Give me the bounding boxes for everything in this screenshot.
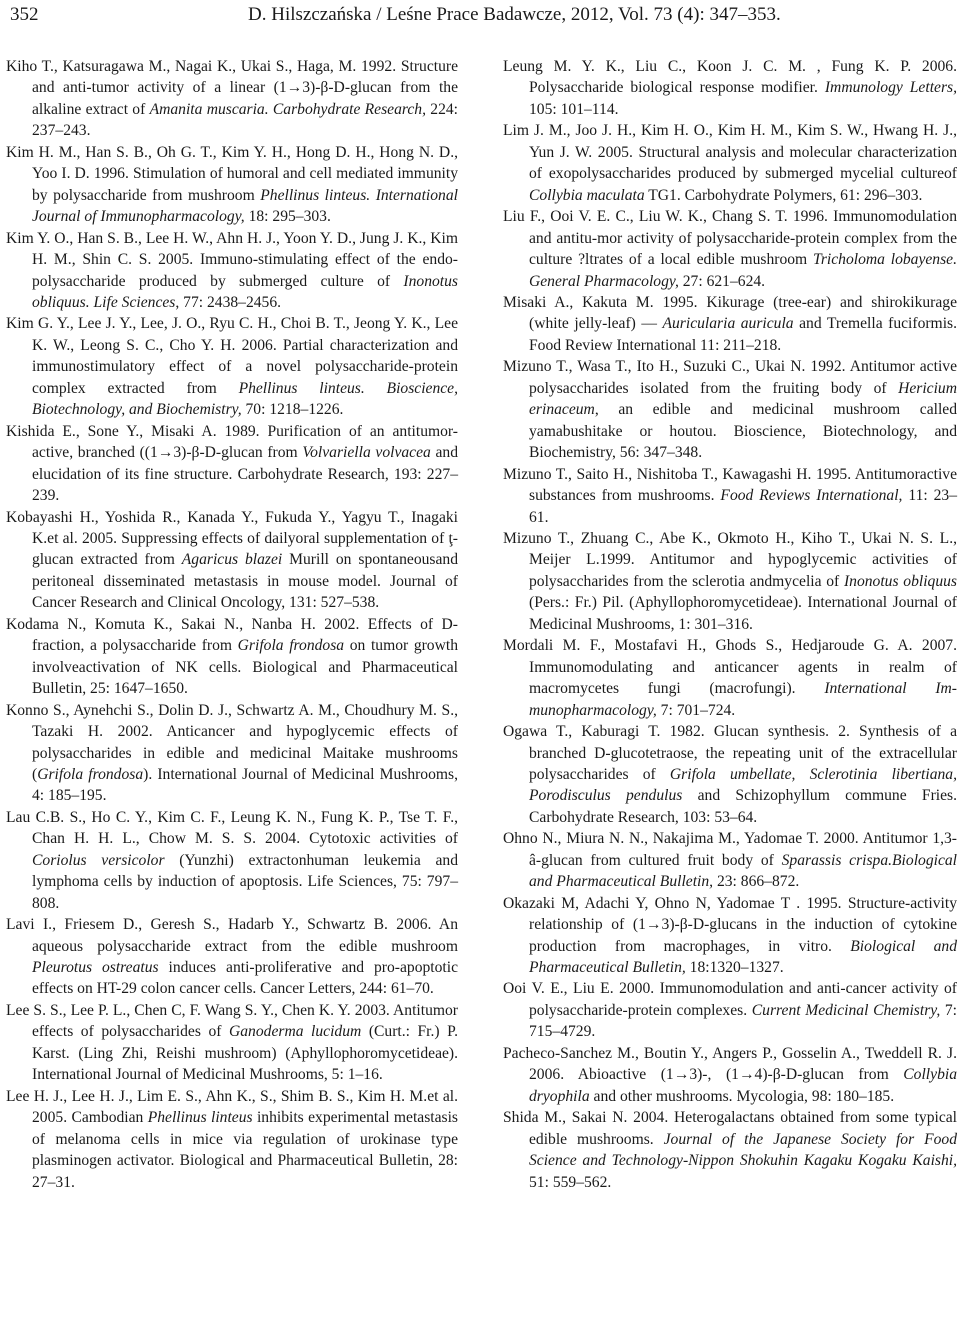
reference-tail: on tumor growth involveactivation of NK cells. Biological and Pharmaceutical Bulletin, 25: 1647–1650. [32,637,458,698]
reference-entry [503,528,957,635]
reference-text: Mizuno T., Zhuang C., Abe K., Okmoto H., Kiho T., Ukai N. S. L., Meijer L.1999. Antitumor and hypoglycemic activities of polysaccharides from the sclerotia andmycelia of [503,529,957,590]
reference-entry [6,914,458,1000]
reference-text: Kishida E., Sone Y., Misaki A. 1989. Purification of an antitumor-active, branched ((1→3)-β-D-glucan from [6,422,458,462]
reference-italic: Inonotus obliquus. Life Sciences [32,272,458,311]
reference-text: Liu F., Ooi V. E. C., Liu W. K., Chang S. T. 1996. Immunomodulation and antitu-mor activity of polysaccharide-protein complex from the culture ?ltrates of a local edible mushroom [503,208,957,269]
reference-text: Konno S., Aynehchi S., Dolin D. J., Schwartz A. M., Choudhury M. S., Tazaki H. 2002. Anticancer and hypoglycemic effects of polysaccharides in edible and medicinal Maitake mushrooms ( [6,701,458,783]
reference-tail: (Yunzhi) extractonhuman leukemia and lymphoma cells by induction of apoptosis. Life Sciences, 75: 797–808. [32,851,458,912]
reference-text: Okazaki M, Adachi Y, Ohno N, Yadomae T . 1995. Structure-activity relationship of (1→3)-β-D-glucans in the induction of cytokine production from macrophages, in vitro. [503,894,957,955]
reference-text: Kim Y. O., Han S. B., Lee H. W., Ahn H. J., Yoon Y. D., Jung J. K., Kim H. M., Shin C. S. 2005. Immuno-stimulating effect of the endo-polysaccharide produced by submerged culture of [6,229,458,290]
reference-tail: , an edible and medicinal mushroom called yamabushitake or houtou. Bioscience, Biotechnology, and Biochemistry, 56: 347–348. [529,401,957,462]
reference-text: Mizuno T., Saito H., Nishitoba T., Kawagashi H. 1995. Antitumoractive substances from mushrooms. [503,465,957,505]
reference-tail: 70: 1218–1226. [241,401,344,419]
reference-italic: Collybia maculata [529,186,645,204]
reference-italic: Grifola umbellate, Sclerotinia libertiana, Porodisculus pendulus [529,765,957,805]
reference-entry [503,828,957,892]
reference-italic: Journal of the Japanese Society for Food Science and Technology-Nippon Shokuhin Kagaku Kogaku Kaishi, [529,1130,957,1170]
reference-tail: (Curt.: Fr.) P. Karst. (Ling Zhi, Reishi mushroom) (Aphyllophoromycetideae). International Journal of Medicinal Mushrooms, 5: 1–16. [32,1023,458,1084]
reference-tail: inhibits experimental metastasis of melanoma cells in mice via regulation of urokinase type plasminogen activator. Biological and Pharmaceutical Bulletin, 28: 27–31. [32,1109,458,1191]
reference-text: Kobayashi H., Yoshida R., Kanada Y., Fukuda Y., Yagyu T., Inagaki K.et al. 2005. Suppressing effects of dailyoral supplementation of ţ-glucan extracted from [6,508,458,569]
reference-entry [503,1107,957,1193]
reference-entry [6,313,458,420]
reference-tail: 224: 237–243. [32,100,459,140]
reference-text: Kodama N., Komuta K., Sakai N., Nanba H. 2002. Effects of D-fraction, a polysaccharide from [6,615,458,655]
reference-tail: induces anti-proliferative and pro-apoptotic effects on HT-29 colon cancer cells. Cancer Letters, 244: 61–70. [32,959,459,998]
reference-text: Misaki A., Kakuta M. 1995. Kikurage (tree-ear) and shirokikurage (white jelly-leaf) — [503,293,957,333]
reference-italic: Current Medicinal Chemistry, [751,1001,941,1019]
references-left-column [6,56,458,1193]
reference-tail: 7: 701–724. [656,701,736,719]
reference-tail: (Pers.: Fr.) Pil. (Aphyllophoromycetideae). International Journal of Medicinal Mushrooms, 1: 301–316. [529,594,957,633]
reference-tail: 7: 715–4729. [529,1001,958,1041]
reference-italic: Coriolus versicolor [32,851,165,869]
reference-text: Lim J. M., Joo J. H., Kim H. O., Kim H. M., Kim S. W., Hwang H. J., Yun J. W. 2005. Structural analysis and molecular characterization of exopolysaccharides produced by submerged mycelial cultureof [503,122,957,183]
reference-text: Ogawa T., Kaburagi T. 1982. Glucan synthesis. 2. Synthesis of a branched D-glucotetraose, the repeating unit of the extracellular polysaccharides of [503,723,957,783]
reference-tail: 23: 866–872. [713,873,800,891]
reference-text: Lee H. J., Lee H. J., Lim E. S., Ahn K., S., Shim B. S., Kim H. M.et al. 2005. Cambodian [6,1087,458,1127]
reference-entry [6,1086,458,1193]
page-number: 352 [10,4,39,25]
reference-italic: Agaricus blazei [181,551,283,569]
reference-italic: Phellinus linteus. International Journal of Immunopharmacology, [32,186,458,226]
reference-tail: Murill on spontaneousand peritoneal disseminated metastasis in mouse model. Journal of Cancer Research and Clinical Oncology, 131: 527–538. [32,551,458,612]
reference-entry [6,1000,458,1086]
reference-entry [503,356,957,463]
reference-entry [503,978,957,1042]
reference-tail: and Tremella fuciformis. Food Review International 11: 211–218. [529,315,957,354]
reference-italic: Auricularia auricula [662,315,794,333]
reference-italic: Pleurotus ostreatus [32,959,159,977]
reference-text: Mordali M. F., Mostafavi H., Ghods S., Hedjaroude G. A. 2007. Immunomodulating and anticancer agents in realm of macromycetes fungi (macrofungi). [503,637,957,698]
reference-italic: Volvariella volvacea [302,444,431,462]
reference-entry [503,120,957,206]
reference-text: Leung M. Y. K., Liu C., Koon J. C. M. , Fung K. P. 2006. Polysaccharide biological response modifier. [503,58,957,97]
reference-tail: TG1. Carbohydrate Polymers, 61: 296–303. [644,186,923,204]
reference-entry [6,421,458,507]
reference-italic: Ganoderma lucidum [229,1023,362,1041]
reference-tail: 18: 295–303. [244,208,331,226]
reference-entry [6,807,458,914]
reference-text: Ohno N., Miura N. N., Nakajima M., Yadomae T. 2000. Antitumor 1,3-â-glucan from cultured fruit body of [503,830,957,869]
reference-tail: 11: 23–61. [529,487,958,526]
reference-text: Kiho T., Katsuragawa M., Nagai K., Ukai S., Haga, M. 1992. Structure and anti-tumor activity of a linear (1→3)-β-D-glucan from the alkaline extract of [6,58,458,118]
reference-tail: and elucidation of its fine structure. Carbohydrate Research, 193: 227–239. [32,444,459,505]
reference-text: Kim G. Y., Lee J. Y., Lee, J. O., Ryu C. H., Choi B. T., Jeong Y. K., Lee K. W., Leong S. C., Cho Y. H. 2006. Partial characterization and immunostimulatory effect of a novel polysaccharide-protein complex extracted from [6,315,458,397]
reference-text: Mizuno T., Wasa T., Ito H., Suzuki C., Ukai N. 1992. Antitumor active polysaccharides isolated from the fruiting body of [503,358,957,397]
reference-entry [6,142,458,228]
reference-text: Shida M., Sakai N. 2004. Heterogalactans obtained from some typical edible mushrooms. [503,1109,957,1148]
reference-text: Ooi V. E., Liu E. 2000. Immunomodulation and anti-cancer activity of polysaccharide-protein complexes. [503,980,957,1019]
references-right-column [503,56,957,1193]
reference-italic: Hericium erinaceum [529,379,957,419]
reference-tail: ). International Journal of Medicinal Mushrooms, 4: 185–195. [32,765,458,805]
reference-tail: 51: 559–562. [529,1173,612,1191]
reference-italic: International Immunopharmacology, [529,680,957,719]
reference-entry [503,893,957,979]
reference-entry [503,464,957,528]
reference-italic: Inonotus obliquus [843,572,957,590]
reference-italic: Phellinus linteus. Bioscience, Biotechnology, and Biochemistry, [32,379,458,419]
reference-italic: Grifola frondosa [37,765,144,783]
reference-italic: Collybia dryophila [529,1066,957,1105]
reference-entry [503,1043,957,1107]
reference-entry [6,507,458,614]
reference-text: Lavi I., Friesem D., Geresh S., Hadarb Y., Schwartz B. 2006. An aqueous polysaccharide extract from the edible mushroom [6,916,458,955]
running-head: D. Hilszczańska / Leśne Prace Badawcze, 2012, Vol. 73 (4): 347–353. [248,4,781,25]
reference-tail: 105: 101–114. [529,100,619,118]
reference-italic: Immunology Letters, [824,79,957,97]
reference-entry [503,635,957,721]
reference-italic: Grifola frondosa [237,637,345,655]
reference-italic: Biological and Pharmaceutical Bulletin, [529,937,957,977]
reference-italic: Sparassis crispa.Biological and Pharmaceutical Bulletin, [529,851,957,891]
reference-tail: 27: 621–624. [678,272,766,290]
reference-entry [6,228,458,314]
page-header [0,0,960,30]
reference-entry [503,721,957,828]
reference-tail: and other mushrooms. Mycologia, 98: 180–185. [589,1087,895,1105]
reference-text: Kim H. M., Han S. B., Oh G. T., Kim Y. H., Hong D. H., Hong N. D., Yoo I. D. 1996. Stimulation of humoral and cell mediated immunity by polysaccharide from mushroom [6,143,458,204]
reference-text: Lau C.B. S., Ho C. Y., Kim C. F., Leung K. N., Fung K. P., Tse T. F., Chan H. H. L., Chow M. S. S. 2004. Cytotoxic activities of [6,808,458,848]
reference-tail: 18:1320–1327. [685,959,784,977]
reference-entry [6,56,458,142]
reference-entry [503,206,957,292]
reference-italic: Phellinus linteus [147,1109,253,1127]
reference-tail: , 77: 2438–2456. [175,293,282,311]
reference-entry [503,292,957,356]
reference-text: Pacheco-Sanchez M., Boutin Y., Angers P., Gosselin A., Tweddell R. J. 2006. Abioactive (1→3)-, (1→4)-β-D-glucan from [503,1044,957,1084]
reference-italic: Tricholoma lobayense. General Pharmacology, [529,251,957,290]
reference-tail: and Schizophyllum commune Fries. Carbohydrate Research, 103: 53–64. [529,787,957,826]
reference-entry [6,614,458,700]
reference-italic: Amanita muscaria. Carbohydrate Research, [149,100,427,118]
reference-entry [503,56,957,120]
reference-italic: Food Reviews International, [720,487,903,505]
reference-entry [6,700,458,807]
reference-text: Lee S. S., Lee P. L., Chen C, F. Wang S. Y., Chen K. Y. 2003. Antitumor effects of polysaccharides of [6,1001,458,1041]
